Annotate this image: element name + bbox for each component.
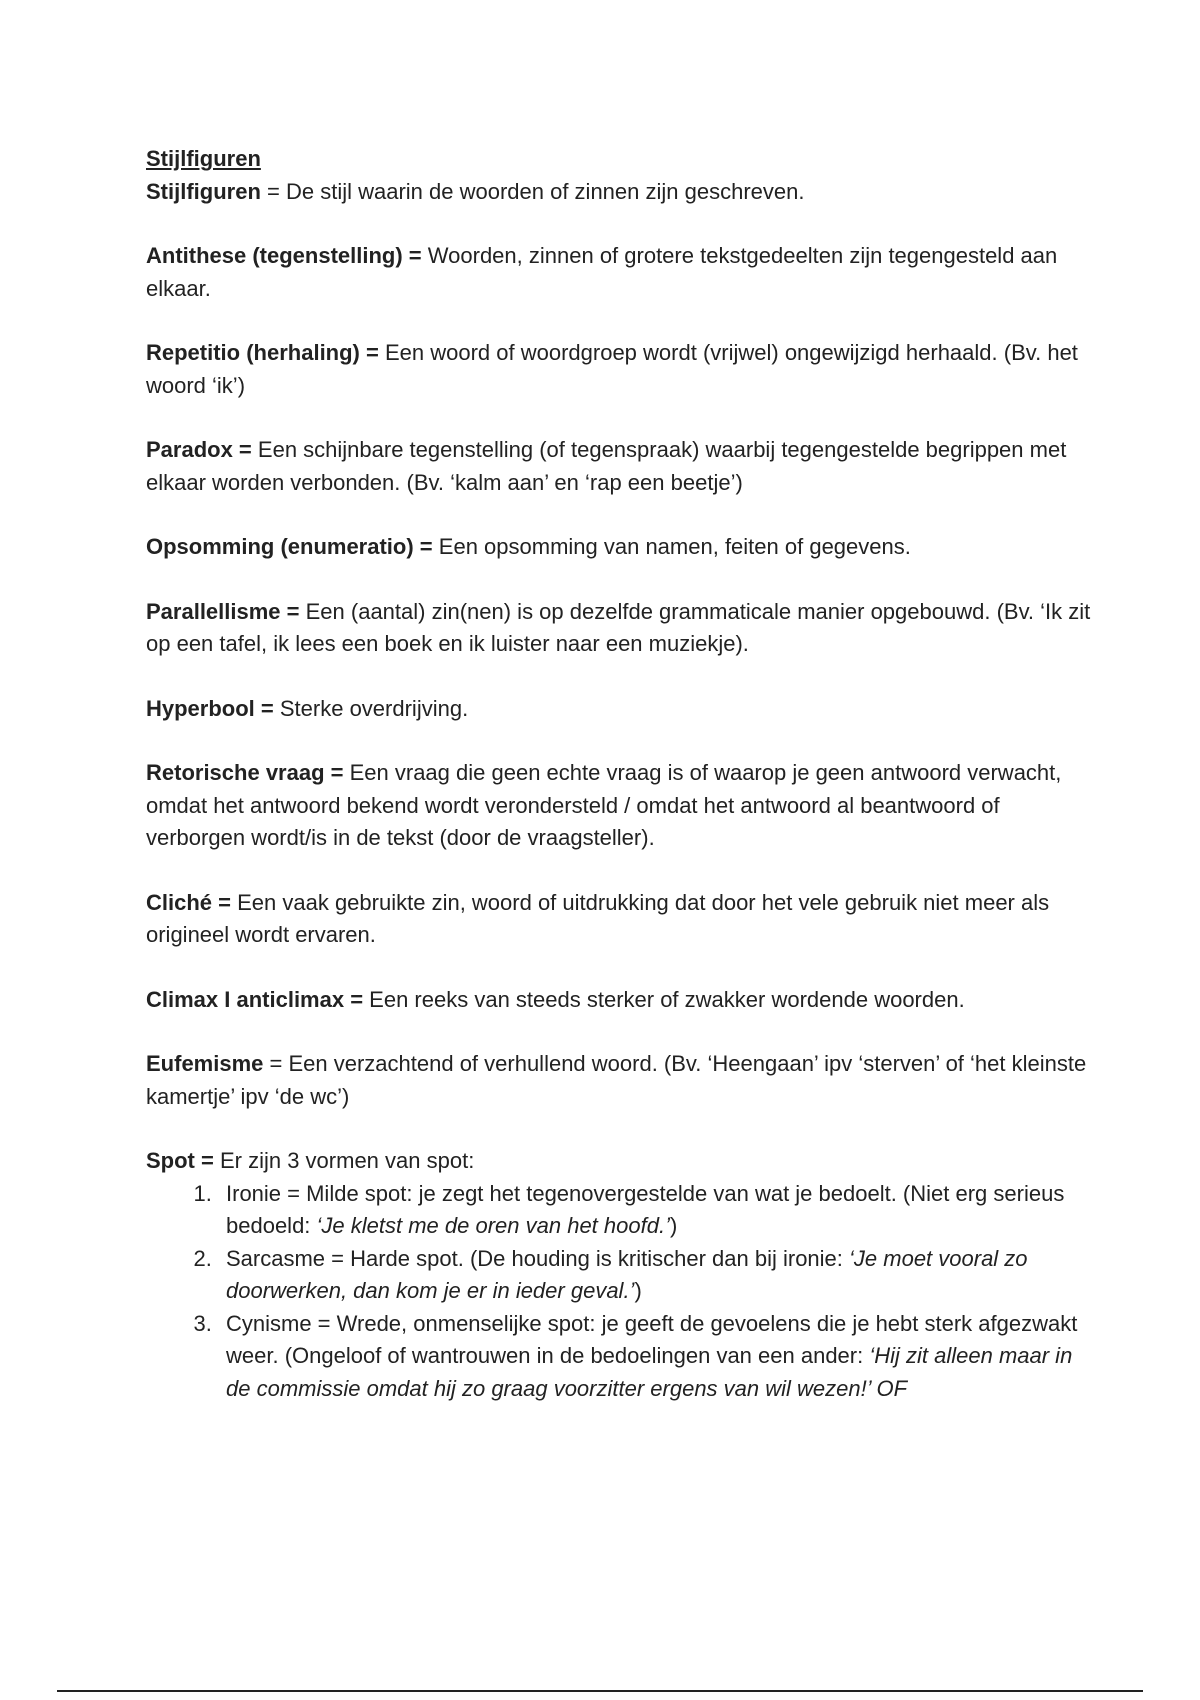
definition-text: Een (aantal) zin(nen) is op dezelfde grammaticale manier opgebouwd. (Bv. ‘Ik zit op een tafel, ik lees een boek en ik luister naar een muziekje). (146, 598, 1091, 656)
definition-opsomming (146, 531, 1096, 564)
definition-term: Opsomming (enumeratio) = (146, 534, 433, 559)
definition-text: De stijl waarin de woorden of zinnen zijn geschreven. (285, 178, 805, 204)
definition-text: Een verzachtend of verhullend woord. (Bv. ‘Heengaan’ ipv ‘sterven’ of ‘het kleinste kamertje’ ipv ‘de wc’) (146, 1051, 1087, 1109)
page-title: Stijlfiguren (146, 146, 261, 171)
definition-term: Hyperbool = (146, 695, 274, 721)
definition-paradox (146, 434, 1096, 499)
definition-term: Antithese (tegenstelling) = (146, 243, 422, 268)
document-page (146, 143, 1096, 1405)
definition-term: Repetitio (herhaling) = (146, 340, 379, 365)
definition-stijlfiguren: Stijlfiguren = De stijl waarin de woorden of zinnen zijn geschreven. (146, 178, 805, 204)
definition-term: Stijlfiguren (146, 178, 261, 204)
definition-climax (146, 984, 1096, 1017)
definition-text: Een vraag die geen echte vraag is of waarop je geen antwoord verwacht, omdat het antwoord bekend wordt verondersteld / omdat het antwoord al beantwoord of verborgen wordt/is in de tekst (door de vraagsteller). (146, 760, 1062, 850)
definition-spot (146, 1145, 1096, 1178)
definition-term: Eufemisme (146, 1051, 264, 1076)
definition-term: Paradox = (146, 437, 252, 462)
bottom-divider (57, 1690, 1143, 1692)
definition-cliche (146, 887, 1096, 952)
definition-repetitio (146, 337, 1096, 402)
definition-text: Er zijn 3 vormen van spot: (219, 1148, 475, 1173)
definition-antithese (146, 240, 1096, 305)
definition-term: Spot = (146, 1148, 214, 1173)
definition-hyperbool (146, 693, 1096, 726)
definition-text: Een woord of woordgroep wordt (vrijwel) ongewijzigd herhaald. (Bv. het woord ‘ik’) (146, 340, 1078, 398)
definition-text: Woorden, zinnen of grotere tekstgedeelten zijn tegengesteld aan elkaar. (146, 243, 1058, 301)
list-item: 3. Cynisme = Wrede, onmenselijke spot: je geeft de gevoelens die je hebt sterk afgezwakt weer. (Ongeloof of wantrouwen in de bedoelingen van een ander: ‘Hij zit alleen maar in de commissie omdat hij zo graag voorzitter ergens van wil wezen!’ OF (218, 1308, 1096, 1406)
definition-text: Een vaak gebruikte zin, woord of uitdrukking dat door het vele gebruik niet meer als origineel wordt ervaren. (146, 889, 1050, 947)
definition-term: Parallellisme = (146, 598, 300, 624)
definition-term: Climax I anticlimax = (146, 986, 364, 1012)
definition-text: Een schijnbare tegenstelling (of tegenspraak) waarbij tegengestelde begrippen met elkaar worden verbonden. (Bv. ‘kalm aan’ en ‘rap een beetje’) (146, 437, 1067, 495)
list-item: 2. Sarcasme = Harde spot. (De houding is kritischer dan bij ironie: ‘Je moet vooral zo doorwerken, dan kom je er in ieder geval.’) (218, 1243, 1096, 1308)
definition-eufemisme: Eufemisme = Een verzachtend of verhullend woord. (Bv. ‘Heengaan’ ipv ‘sterven’ of ‘het kleinste kamertje’ ipv ‘de wc’) (146, 1051, 1087, 1109)
spot-list (146, 1178, 1096, 1406)
definition-term: Retorische vraag = (146, 760, 344, 785)
list-item: 1. Ironie = Milde spot: je zegt het tegenovergestelde van wat je bedoelt. (Niet erg serieus bedoeld: ‘Je kletst me de oren van het hoofd.’) (218, 1178, 1096, 1243)
definition-text: Een opsomming van namen, feiten of gegevens. (438, 534, 911, 559)
definition-term: Cliché = (146, 889, 231, 915)
definition-parallellisme (146, 596, 1096, 661)
definition-retorische-vraag (146, 757, 1096, 855)
definition-text: Sterke overdrijving. (279, 695, 469, 721)
definition-text: Een reeks van steeds sterker of zwakker wordende woorden. (369, 986, 965, 1012)
